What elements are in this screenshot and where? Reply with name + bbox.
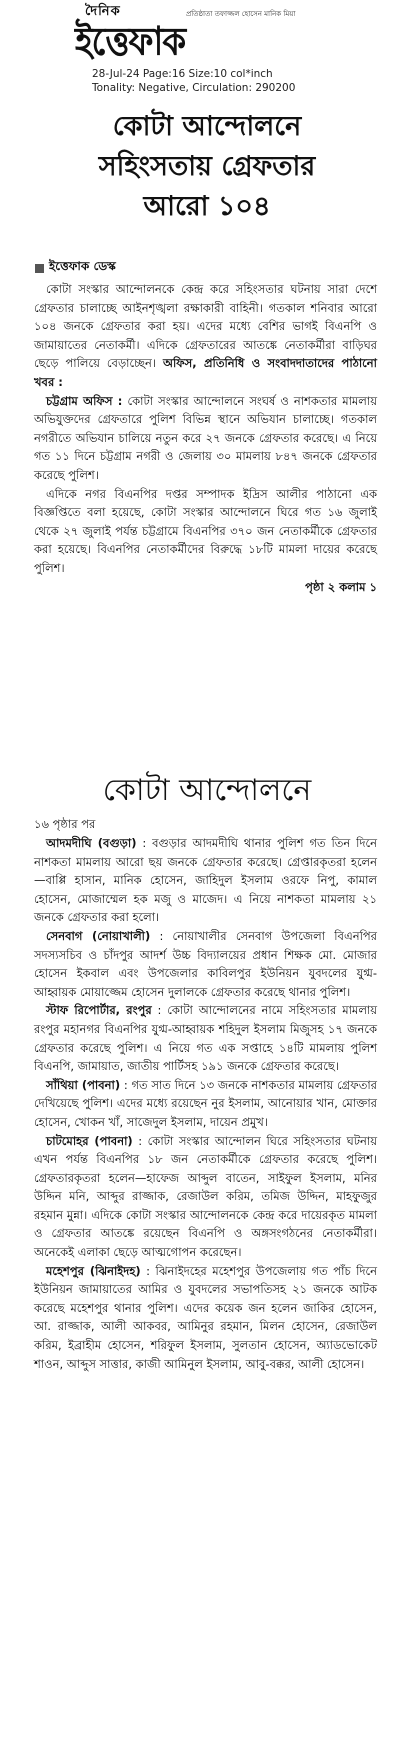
continuation-body [34, 834, 377, 1373]
cont-section-2 [34, 927, 377, 1001]
byline-square-icon [35, 264, 44, 273]
s6-dateline: মহেশপুর (ঝিনাইদহ) [46, 1263, 141, 1278]
p3-text: এদিকে নগর বিএনপির দপ্তর সম্পাদক ইদ্রিস আলীর পাঠানো এক বিজ্ঞপ্তিতে বলা হয়েছে, কোটা সংস্কার আন্দোলনে ঘিরে গত ১৬ জুলাই থেকে ২৭ জুলাই পর্যন্ত চট্টগ্রামে বিএনপির ৩৭০ জন নেতাকর্মীকে গ্রেফতার করা হয়েছে। বিএনপির নেতাকর্মীদের বিরুদ্ধে ১৮টি মামলা দায়ের করেছে পুলিশ। [34, 486, 377, 575]
s3-dateline: স্টাফ রিপোর্টার, রংপুর [46, 1003, 152, 1018]
s1-text: : বগুড়ার আদমদীঘি থানার পুলিশ গত তিন দিনে নাশকতা মামলায় আরো ছয় জনকে গ্রেফতার করেছে। গ্রেপ্তারকৃতরা হলেন—বাপ্পি হাসান, মানিক হোসেন, জাহিদুল ইসলাম ওরফে নিপু, কামাল হোসেন, মোজাম্মেল হক মজু ও মাজেদ। এ নিয়ে নাশকতা মামলায় ২১ জনকে গ্রেফতার করা হলো। [34, 836, 377, 925]
headline-line2: সহিংসতায় গ্রেফতার [98, 151, 316, 182]
article-paragraph-2 [34, 392, 377, 485]
cont-section-4 [34, 1076, 377, 1132]
s2-text: : নোয়াখালীর সেনবাগ উপজেলা বিএনপির সদস্যসচিব ও চাঁদপুর আদর্শ উচ্চ বিদ্যালয়ের প্রধান শিক্ষক মো. মোজার হোসেন ইকবাল এবং উপজেলার কাবিলপুর ইউনিয়ন যুবদলের যুগ্ম-আহ্বায়ক মোয়াজ্জেম হোসেন দুলালকে গ্রেফতার করেছে থানার পুলিশ। [34, 928, 377, 999]
s6-text: : ঝিনাইদহের মহেশপুর উপজেলায় গত পাঁচ দিনে ইউনিয়ন জামায়াতের আমির ও যুবদলের সভাপতিসহ ২১ জনকে আটক করেছে মহেশপুর থানার পুলিশ। এদের কয়েক জন হলেন জাকির হোসেন, আ. রাজ্জাক, আলী আকবর, আমিনুর রহমান, মিলন হোসেন, রেজাউল করিম, ইব্রাহীম হোসেন, শরিফুল ইসলাম, সুলতান হোসেন, অ্যাডভোকেট শাওন, আব্দুস সাত্তার, কাজী আমিনুল ইসলাম, আবু-বক্কর, আলী হোসেন। [34, 1263, 377, 1371]
byline [35, 258, 116, 278]
clip-meta-line2: Tonality: Negative, Circulation: 290200 [92, 82, 296, 94]
continuation-title: কোটা আন্দোলনে [102, 773, 312, 808]
cont-section-6 [34, 1262, 377, 1374]
cont-section-3 [34, 1001, 377, 1075]
newspaper-masthead: ইত্তেফাক [75, 18, 186, 65]
s5-text: : কোটা সংস্কার আন্দোলন ঘিরে সহিংসতার ঘটনায় এখন পর্যন্ত বিএনপির ১৮ জন নেতাকর্মীকে গ্রেফতার করেছে পুলিশ। গ্রেফতারকৃতরা হলেন—হাফেজ আব্দুল বাতেন, সাইফুল ইসলাম, মনির উদ্দিন মনি, আব্দুর রাজ্জাক, রেজাউল করিম, তমিজ উদ্দিন, মাহফুজুর রহমান মুন্না। এদিকে কোটা সংস্কার আন্দোলনকে কেন্দ্র করে দায়েরকৃত মামলা ও গ্রেফতার আতঙ্কে রয়েছেন বিএনপি ও অঙ্গসংগঠনের নেতাকর্মীরা। অনেকেই এলাকা ছেড়ে আত্মগোপন করেছেন। [34, 1133, 377, 1260]
byline-text: ইত্তেফাক ডেস্ক [49, 259, 116, 273]
cont-section-1 [34, 834, 377, 927]
p2-text: কোটা সংস্কার আন্দোলনে সংঘর্ষ ও নাশকতার মামলায় অভিযুক্তদের গ্রেফতারে পুলিশ বিভিন্ন স্থানে অভিযান চালাচ্ছে। গতকাল নগরীতে অভিযান চালিয়ে নতুন করে ২৭ জনকে গ্রেফতার করেছে। এ নিয়ে গত ১১ দিনে চট্টগ্রাম নগরী ও জেলায় ৩০ মামলায় ৮৪৭ জনকে গ্রেফতার করেছে পুলিশ। [34, 393, 377, 482]
p1-text: কোটা সংস্কার আন্দোলনকে কেন্দ্র করে সহিংসতার ঘটনায় সারা দেশে গ্রেফতার চালাচ্ছে আইনশৃঙ্খলা রক্ষাকারী বাহিনী। গতকাল শনিবার আরো ১০৪ জনকে গ্রেফতার করা হয়। এদের মধ্যে বেশির ভাগই বিএনপি ও জামায়াতের নেতাকর্মী। এদিকে গ্রেফতারের আতঙ্কে নেতাকর্মীরা বাড়িঘর ছেড়ে পালিয়ে বেড়াচ্ছেন। [34, 282, 377, 371]
headline-line1: কোটা আন্দোলনে [112, 111, 302, 142]
s3-text: : কোটা আন্দোলনের নামে সহিংসতার মামলায় রংপুর মহানগর বিএনপির যুগ্ম-আহ্বায়ক শহিদুল ইসলাম মিজুসহ ১৭ জনকে গ্রেফতার করেছে পুলিশ। এ নিয়ে গত এক সপ্তাহে ১৪টি মামলায় পুলিশ বিএনপি, জামায়াত, জাতীয় পার্টিসহ ১৯১ জনকে গ্রেফতার করেছে। [34, 1003, 377, 1074]
masthead-top: দৈনিক [85, 4, 121, 19]
jump-line [34, 578, 377, 597]
p1-sources: অফিস, প্রতিনিধি ও সংবাদদাতাদের পাঠানো খবর : [34, 356, 377, 389]
article-paragraph-1 [34, 280, 377, 392]
clip-meta-line1: 28-Jul-24 Page:16 Size:10 col*inch [92, 68, 273, 80]
jump-text: পৃষ্ঠা ২ কলাম ১ [305, 579, 377, 594]
cont-section-5 [34, 1132, 377, 1262]
continuation-from: ১৬ পৃষ্ঠার পর [34, 817, 96, 831]
s4-dateline: সাঁথিয়া (পাবনা) [46, 1077, 121, 1092]
s1-dateline: আদমদীঘি (বগুড়া) [46, 836, 137, 850]
masthead-tagline: প্রতিষ্ঠাতা তফাজ্জল হোসেন মানিক মিয়া [186, 10, 296, 18]
headline-line3: আরো ১০৪ [143, 191, 271, 222]
s5-dateline: চাটমোহর (পাবনা) [46, 1133, 133, 1148]
article-body [34, 280, 377, 596]
article-paragraph-3 [34, 485, 377, 578]
s2-dateline: সেনবাগ (নোয়াখালী) [46, 928, 151, 943]
p2-dateline: চট্টগ্রাম অফিস : [46, 393, 123, 408]
s4-text: : গত সাত দিনে ১৩ জনকে নাশকতার মামলায় গ্রেফতার দেখিয়েছে পুলিশ। এদের মধ্যে রয়েছেন নুর ইসলাম, আনোয়ার খান, মোক্তার হোসেন, খোকন খাঁ, সাজেদুল ইসলাম, দায়েন প্রমুখ। [34, 1077, 377, 1129]
